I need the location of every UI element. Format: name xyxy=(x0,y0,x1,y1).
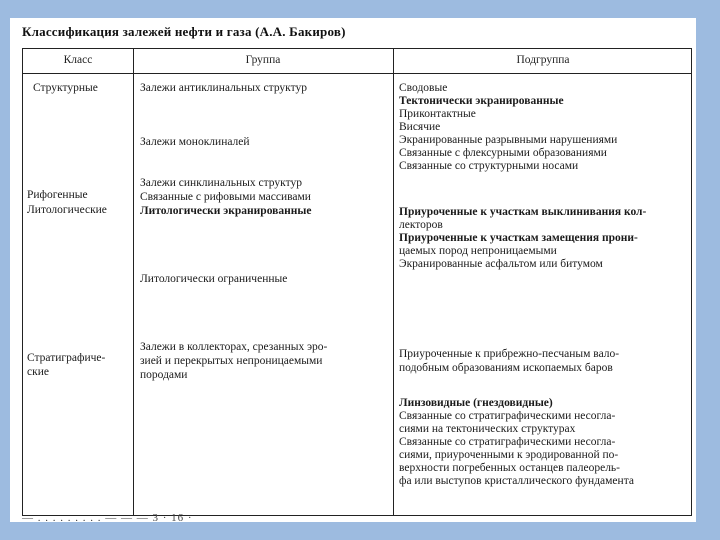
subgroup-item: Приконтактные xyxy=(399,108,476,120)
subgroup-item: цаемых пород непроницаемыми xyxy=(399,245,557,257)
class-strat-2: ские xyxy=(27,366,49,378)
document-title: Классификация залежей нефти и газа (А.А. Бакиров) xyxy=(22,24,346,39)
header-group: Группа xyxy=(245,54,281,66)
group-anticlinal: Залежи антиклинальных структур xyxy=(140,82,307,94)
subgroup-item: Связанные с флексурными образованиями xyxy=(399,147,607,159)
subgroup-item: сиями на тектонических структурах xyxy=(399,423,576,435)
classification-table xyxy=(22,48,692,516)
slide-left-border xyxy=(0,0,10,540)
subgroup-item: Линзовидные (гнездовидные) xyxy=(399,397,553,409)
column-divider xyxy=(133,49,134,515)
subgroup-item: сиями, приуроченными к эродированной по- xyxy=(399,449,619,461)
class-strat-1: Стратиграфиче- xyxy=(27,352,106,364)
group-litho-screened: Литологически экранированные xyxy=(140,205,312,217)
subgroup-item: Тектонически экранированные xyxy=(399,95,564,107)
slide-bottom-border xyxy=(0,522,720,540)
subgroup-item: Приуроченные к прибрежно-песчаным вало- xyxy=(399,348,620,360)
class-litho: Литологические xyxy=(27,204,107,216)
group-synclinal: Залежи синклинальных структур xyxy=(140,177,302,189)
header-divider xyxy=(23,73,691,74)
subgroup-item: фа или выступов кристаллического фундамента xyxy=(399,475,634,487)
column-divider xyxy=(393,49,394,515)
subgroup-item: Экранированные асфальтом или битумом xyxy=(399,258,603,270)
subgroup-item: Висячие xyxy=(399,121,441,133)
slide-top-border xyxy=(0,0,720,18)
subgroup-item: Экранированные разрывными нарушениями xyxy=(399,134,618,146)
subgroup-item: верхности погребенных останцев палеорель- xyxy=(399,462,621,474)
subgroup-item: Приуроченные к участкам выклинивания кол- xyxy=(399,206,647,218)
slide-right-border xyxy=(696,0,720,540)
subgroup-item: Связанные со стратиграфическими несогла- xyxy=(399,410,616,422)
group-strat-3: породами xyxy=(140,369,188,381)
group-litho-limited: Литологически ограниченные xyxy=(140,273,288,285)
subgroup-item: подобным образованиям ископаемых баров xyxy=(399,362,613,374)
subgroup-item: Приуроченные к участкам замещения прони- xyxy=(399,232,638,244)
group-strat-2: зией и перекрытых непроницаемыми xyxy=(140,355,323,367)
class-reef: Рифогенные xyxy=(27,189,88,201)
group-monoclinal: Залежи моноклиналей xyxy=(140,136,250,148)
class-structural: Структурные xyxy=(33,82,98,94)
header-subgroup: Подгруппа xyxy=(516,54,570,66)
subgroup-item: лекторов xyxy=(399,219,443,231)
group-reef-massif: Связанные с рифовыми массивами xyxy=(140,191,311,203)
subgroup-item: Связанные со структурными носами xyxy=(399,160,579,172)
subgroup-item: Сводовые xyxy=(399,82,448,94)
cropped-footer-text: — . . . . . . . . . — — — 3 · 16 · xyxy=(22,512,193,524)
header-class: Класс xyxy=(63,54,93,66)
subgroup-item: Связанные со стратиграфическими несогла- xyxy=(399,436,616,448)
group-strat-1: Залежи в коллекторах, срезанных эро- xyxy=(140,341,328,353)
